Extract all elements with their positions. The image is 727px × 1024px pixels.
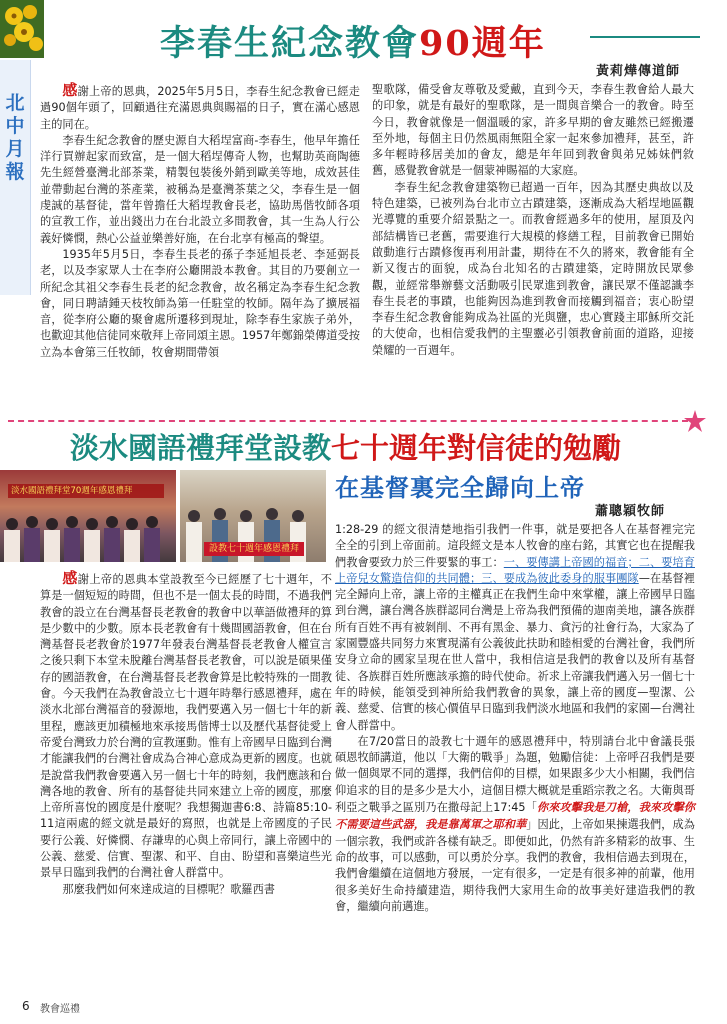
star-icon <box>684 410 706 436</box>
article2-author: 蕭聰穎牧師 <box>595 504 666 519</box>
article1-right-p2: 李春生紀念教會建築物已超過一百年，因為其歷史典故以及特色建築，已被列為台北市立古蹟建築，逐漸成為大稻埕地區觀光導覽的重要介紹景點之一。而教會經過多年的使用，屋頂及內部結構皆已老舊，需要進行大規模的修繕工程，目前教會已開始啟動進行古蹟修復再利用計畫，期待在不久的將來，教會能有全新又復古的面貌，成為台北知名的古蹟建築，定時開放民眾參觀，並經常舉辦藝文活動吸引民眾進到教會，讓民眾不僅認識李春生長老的事蹟，也能夠因為進到教會而接觸到福音；衷心盼望李春生紀念教會能夠成為社區的光與鹽，忠心實踐主耶穌所交託的大使命，也相信愛我們的主聖靈必引領教會前面的道路，迎接榮耀的一百週年。 <box>372 180 694 357</box>
article2-left-p2: 那麼我們如何來達成這的目標呢？歌羅西書 <box>62 882 275 896</box>
footer-page-number: 6 <box>22 999 30 1013</box>
article1-accent-line <box>590 36 700 38</box>
article2-drop-cap: 感 <box>62 569 78 587</box>
article1-title-main: 李春生紀念教會 <box>160 23 420 64</box>
photo2-caption: 設教七十週年感恩禮拜 <box>204 542 304 556</box>
photo-service <box>180 470 326 562</box>
article2-title-b: 七十週年對信徒的勉勵 <box>331 431 622 465</box>
three-tasks-highlight: 一、要傳講上帝國的福音；二、要培育上帝兒女驚造信仰的共同體；三、要成為彼此委身的服事團隊 <box>335 555 695 585</box>
article1-title <box>160 16 546 66</box>
section-divider <box>8 420 688 422</box>
article1-left-p2: 李春生紀念教會的歷史源自大稻埕富商-李春生，他早年擔任洋行買辦起家而致富，是一個大稻埕傳奇人物，也幫助英商陶德先生經營臺灣北部茶業，精製包裝後外銷到歐美等地，成效甚佳並帶動起台灣的茶產業，被稱為是臺灣茶葉之父，李春生是一個虔誠的基督徒，當年曾擔任大稻埕教會長老，協助馬偕牧師各項的宣教工作，並出錢出力在台北設立多間教會，其一生為人行公義好憐憫，熱心公益並樂善好施，在台北享有極高的聲望。 <box>40 133 360 245</box>
article1-left-p3: 1935年5月5日，李春生長老的孫子李延旭長老、李延弼長老，以及李家眾人士在李府公廳開設本教會。其目的乃要創立一所紀念其祖父李春生長老的紀念教會，故名稱定為李春生紀念教會，同日聘請鍾天枝牧師為第一任駐堂的牧師。隔年為了擴展福音，從李府公廳的聚會處所遷移到現址，除李春生家族子弟外，也歡迎其他信徒同來敬拜上帝同頌主恩。1957年鄭錦榮傳道受按立為本會第三任牧師，牧會期間帶領 <box>40 247 360 359</box>
photo1-banner: 淡水國語禮拜堂70週年感恩禮拜 <box>8 484 164 498</box>
article1-right-column <box>372 82 694 359</box>
article2-right-column <box>335 522 695 915</box>
article1-right-p1: 聖歌隊，備受會友尊敬及愛戴，直到今天，李春生教會給人最大的印象，就是有最好的聖歌隊，是一間與音樂合一的教會。時至今日，教會就像是一個溫暖的家，許多早期的會友雖然已經搬遷至外地，每個主日仍然風雨無阻全家一起來參加禮拜，甚至，許多年輕時移居美加的會友，總是年年回到教會與弟兄姊妹們敘舊，感覺教會就是一個蒙神賜福的大家庭。 <box>372 83 694 178</box>
article2-title <box>70 426 621 467</box>
footer-bar <box>0 994 727 1024</box>
article1-author: 黃莉燁傳道師 <box>596 64 681 79</box>
article2-right-p1a: 1:28-29 的經文很清楚地指引我們一件事，就是要把各人在基督裡完完全全的引到上帝面前。這段經文是本人牧會的座右銘，其實它也在提醒我們教會要致力於三件要緊的事工： <box>335 523 695 569</box>
scripture-quote: 你來攻擊我是刀槍，我來攻擊你不需要這些武器，我是靠萬軍之耶和華 <box>335 800 695 832</box>
article2-right-p2a: 在7/20當日的設教七十週年的感恩禮拜中，特別請台北中會議長張碩恩牧師講道，他以「大衛的戰爭」為題，勉勵信徒：上帝呼召我們是要做一個與眾不同的選擇，我們信仰的目標，如果跟多少大小相關，我們信仰追求的目的是多少是大小，這個目標大概就是重蹈宗教之名。大衛與哥利亞之戰爭之區別乃在撒母記上17:45「 <box>335 734 695 815</box>
side-tab-label: 北中月報 <box>5 92 25 183</box>
article2-subtitle: 在基督裏完全歸向上帝 <box>335 474 585 502</box>
article1-left-column <box>40 82 360 361</box>
article2-left-p1: 謝上帝的恩典本堂設教至今已經歷了七十週年，不算是一個短短的時間，但也不是一個太長的時間，不過我們教會的設立在台灣基督長老教會的教會中以華語做禮拜的算是少數中的少數。原本長老教會有十幾間國語教會，但在台灣基督長老教會於1977年發表台灣基督長老教會人權宣言之後只剩下本堂未脫離台灣基督長老教會，可以說是碩果僅存的國語教會，在台灣基督長老教會算是比較特殊的一間教會。今天我們在為教會設立七十週年時舉行感恩禮拜，處在淡水北部台灣福音的發源地，我們要邁入另一個七十年的新里程，應該更加積極地來承接馬偕博士以及歷代基督徒愛上帝愛台灣致力於台灣的宣教運動。惟有上帝國早日臨到台灣才能讓我們的台灣社會成為合神心意成為更新的國度。也就是說當我們教會要邁入另一個七十年的時刻，我們應該和台灣各地的教會、所有的基督徒共同來建立上帝的國度，那麼上帝所喜悅的國度是什麼呢？我想獨迦書6:8、詩篇85:10-11這兩處的經文就是最好的寫照，也就是上帝國度的子民要行公義、好憐憫、存謙卑的心與上帝同行，讓上帝國中的公義、慈愛、信實、聖潔、和平、自由、盼望和喜樂這些光景早日臨到我們的台灣社會人群當中。 <box>40 573 332 880</box>
article2-right-p2b: 」因此，上帝如果揀選我們，成為一個宗教，我們或許各樣有缺乏。即便如此，仍然有許多精彩的故事、生命的故事，可以感動，可以勇於分享。我們的教會，我相信過去到現在，我們會繼續在這個地方發展，一定有很多，一定是有很多神的前輩，他用很多美好生命持續建造，期待我們大家用生命的故事美好建造我們的教會，繼續向前邁進。 <box>335 818 695 913</box>
article1-drop-cap: 感 <box>62 81 78 99</box>
article1-title-number: 90週年 <box>419 23 546 64</box>
article2-right-p1c: —在基督裡完全歸向上帝，讓上帝的主權真正在我們生命中來掌權，讓上帝國早日臨到台灣，讓台灣各族群認同台灣是上帝為我們預備的迦南美地，讓各族群所有百姓不再有被剝削、不再有黑金、暴力、貪污的社會行為，大家為了家園豐盛共同努力來實現滿有公義彼此扶助和睦相愛的台灣社會，我們所安身立命的國家呈現在世人當中，我相信這是我們的教會以及所有基督徒、各族群百姓所應該承擔的時代使命。祈求上帝讓我們邁入另一個七十年的時候，能領受到神所給我們教會的異象，讓上帝的國度—聖潔、公義、慈愛、信實的核心價值早日臨到我們淡水地區和我們的家園—台灣社會人群當中。 <box>335 571 695 732</box>
footer-label: 教會巡禮 <box>40 1004 80 1015</box>
flower-icon <box>0 0 44 58</box>
photo-congregation <box>0 470 176 562</box>
article1-left-p1: 謝上帝的恩典，2025年5月5日，李春生紀念教會已經走過90個年頭了，回顧過往充滿恩典與賜福的日子，實在滿心感恩主的同在。 <box>40 85 360 131</box>
article2-title-a: 淡水國語禮拜堂設教 <box>70 431 332 465</box>
article2-left-column <box>40 570 332 898</box>
